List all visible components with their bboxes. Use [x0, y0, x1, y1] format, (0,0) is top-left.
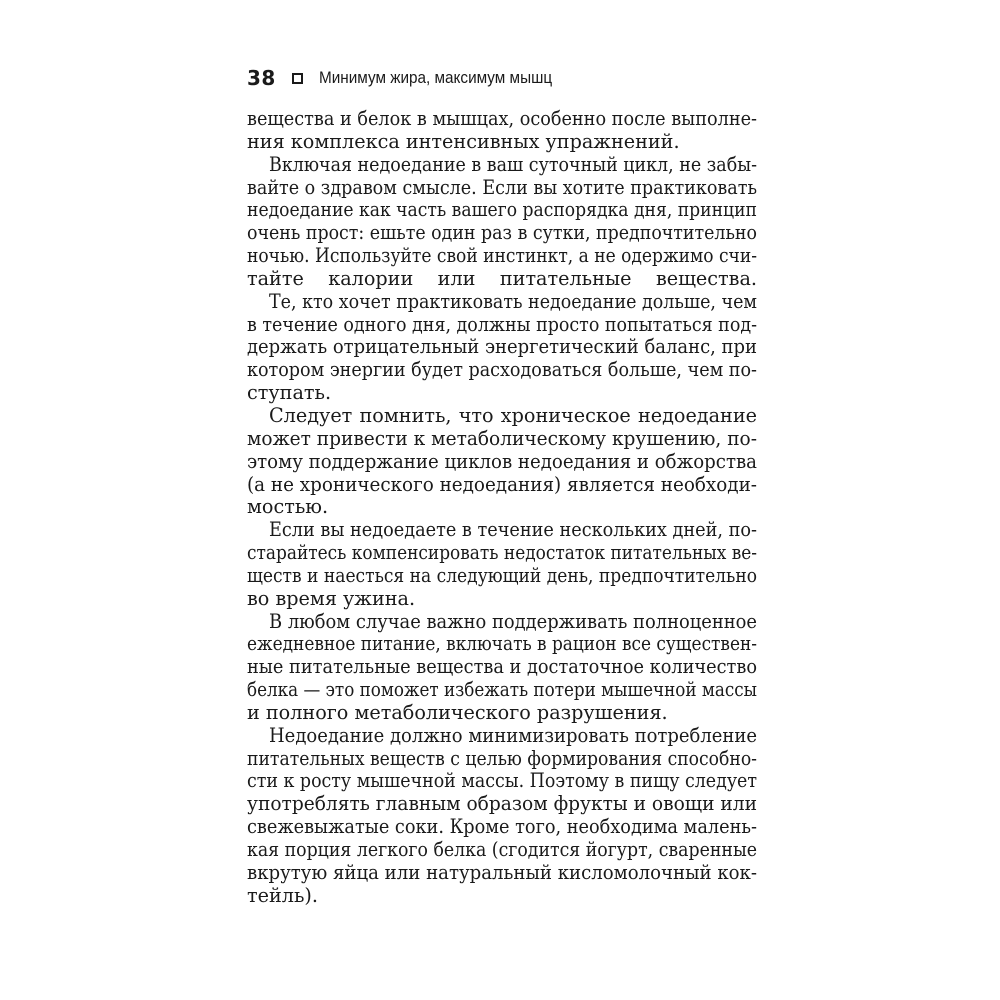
- running-head: [247, 64, 767, 92]
- text-line: вещества и белок в мышцах, особенно после выполне-: [247, 107, 757, 130]
- text-line: употреблять главным образом фрукты и овощи или: [247, 792, 757, 816]
- text-line: мостью.: [247, 495, 329, 519]
- text-line: вкрутую яйца или натуральный кисломолочный кок-: [247, 860, 757, 884]
- text-line: держать отрицательный энергетический баланс, при: [247, 335, 757, 359]
- text-line: кая порция легкого белка (сгодится йогурт, сваренные: [247, 838, 757, 861]
- text-line: ществ и наесться на следующий день, предпочтительно: [247, 563, 757, 587]
- square-ornament-icon: [292, 73, 303, 84]
- running-title: Минимум жира, максимум мышц: [318, 68, 552, 87]
- text-line: старайтесь компенсировать недостаток питательных ве-: [247, 541, 757, 565]
- text-line: и полного метаболического разрушения.: [247, 700, 668, 724]
- text-line: в течение одного дня, должны просто попытаться под-: [247, 312, 757, 336]
- text-line: ступать.: [247, 381, 332, 405]
- text-line: котором энергии будет расходоваться больше, чем по-: [247, 358, 757, 382]
- text-line: белка — это поможет избежать потери мышечной массы: [247, 678, 757, 702]
- text-line: ночью. Используйте свой инстинкт, а не одержимо счи-: [247, 244, 757, 268]
- text-line: ежедневное питание, включать в рацион все существен-: [247, 632, 757, 656]
- body-text: [247, 108, 757, 908]
- text-line: ния комплекса интенсивных упражнений.: [247, 129, 680, 153]
- text-line: Если вы недоедаете в течение нескольких дней, по-: [269, 518, 757, 542]
- text-line: Включая недоедание в ваш суточный цикл, не забы-: [269, 152, 757, 176]
- text-line: питательных веществ с целью формирования способно-: [247, 746, 757, 770]
- text-line: Следует помнить, что хроническое недоедание: [269, 403, 757, 427]
- text-line: тайте калории или питательные вещества.: [247, 266, 757, 290]
- text-line: ные питательные вещества и достаточное количество: [247, 655, 757, 679]
- text-line: В любом случае важно поддерживать полноценное: [269, 609, 757, 633]
- text-line: во время ужина.: [247, 586, 416, 610]
- text-line: тейль).: [247, 883, 318, 907]
- text-line: Недоедание должно минимизировать потребление: [269, 723, 757, 747]
- text-line: (а не хронического недоедания) является необходи-: [247, 472, 757, 496]
- text-line: сти к росту мышечной массы. Поэтому в пищу следует: [247, 769, 757, 793]
- text-line: недоедание как часть вашего распорядка дня, принцип: [247, 198, 757, 222]
- text-line: вайте о здравом смысле. Если вы хотите практиковать: [247, 175, 757, 199]
- page-number: 38: [247, 66, 276, 90]
- text-line: очень прост: ешьте один раз в сутки, предпочтительно: [247, 221, 757, 245]
- text-line: этому поддержание циклов недоедания и обжорства: [247, 449, 757, 473]
- text-line: может привести к метаболическому крушению, по-: [247, 426, 757, 450]
- text-line: свежевыжатые соки. Кроме того, необходима малень-: [247, 815, 757, 839]
- text-line: Те, кто хочет практиковать недоедание дольше, чем: [269, 289, 757, 313]
